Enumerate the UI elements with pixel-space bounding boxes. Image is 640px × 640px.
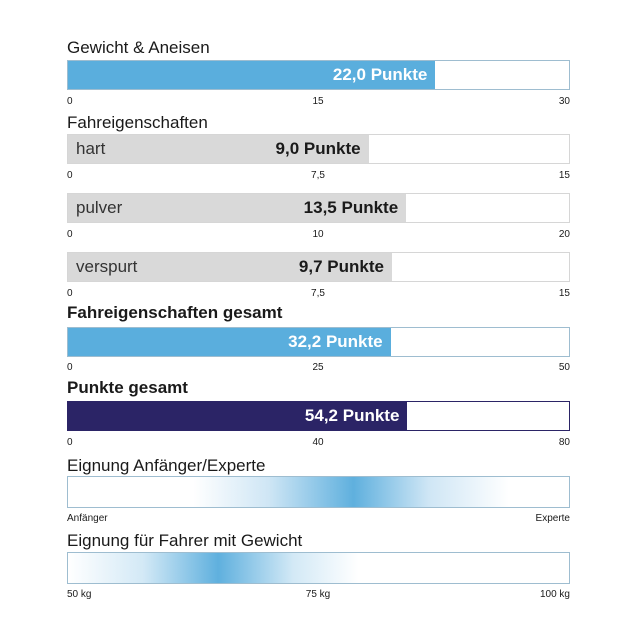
bar-track-hart xyxy=(67,134,570,164)
tick-fahreigenschaften-gesamt-min: 0 xyxy=(67,362,73,373)
tick-punkte-gesamt-mid: 40 xyxy=(312,437,324,448)
bar-value-fahreigenschaften-gesamt: 32,2 Punkte xyxy=(288,332,383,351)
bar-value-punkte-gesamt: 54,2 Punkte xyxy=(304,406,400,425)
tick-level-anfaenger: Anfänger xyxy=(67,513,108,524)
tick-pulver-max: 20 xyxy=(558,229,570,240)
gradient-scale-level xyxy=(67,476,570,508)
tick-hart-max: 15 xyxy=(558,170,570,181)
bar-track-gewicht xyxy=(67,60,570,90)
tick-verspurt-mid: 7,5 xyxy=(311,288,325,299)
tick-hart-mid: 7,5 xyxy=(311,170,325,181)
bar-value-gewicht: 22,0 Punkte xyxy=(332,65,428,84)
bar-category-hart: hart xyxy=(76,139,106,158)
tick-pulver-mid: 10 xyxy=(312,229,324,240)
bar-track-punkte-gesamt xyxy=(67,401,570,431)
tick-fahreigenschaften-gesamt-mid: 25 xyxy=(312,362,324,373)
tick-gewicht-min: 0 xyxy=(67,96,73,107)
section-title-gewicht: Gewicht & Aneisen xyxy=(67,38,210,57)
bar-value-verspurt: 9,7 Punkte xyxy=(298,257,384,276)
tick-gewicht-75kg: 75 kg xyxy=(305,589,331,600)
tick-punkte-gesamt-min: 0 xyxy=(67,437,73,448)
bar-track-pulver xyxy=(67,193,570,223)
section-title-fahreigenschaften-gesamt: Fahreigenschaften gesamt xyxy=(67,303,283,322)
tick-gewicht-100kg: 100 kg xyxy=(539,589,570,600)
section-title-eignung-level: Eignung Anfänger/Experte xyxy=(67,456,266,475)
tick-verspurt-min: 0 xyxy=(67,288,73,299)
bar-category-verspurt: verspurt xyxy=(76,257,138,276)
bar-value-pulver: 13,5 Punkte xyxy=(303,198,399,217)
bar-category-pulver: pulver xyxy=(76,198,123,217)
tick-level-experte: Experte xyxy=(535,513,570,524)
bar-track-verspurt xyxy=(67,252,570,282)
tick-verspurt-max: 15 xyxy=(558,288,570,299)
tick-gewicht-max: 30 xyxy=(558,96,570,107)
tick-punkte-gesamt-max: 80 xyxy=(558,437,570,448)
gradient-scale-gewicht xyxy=(67,552,570,584)
tick-fahreigenschaften-gesamt-max: 50 xyxy=(558,362,570,373)
tick-gewicht-50kg: 50 kg xyxy=(67,589,92,600)
bar-track-fahreigenschaften-gesamt xyxy=(67,327,570,357)
section-title-eignung-gewicht: Eignung für Fahrer mit Gewicht xyxy=(67,531,303,550)
section-title-fahreigenschaften: Fahreigenschaften xyxy=(67,113,208,132)
bar-value-hart: 9,0 Punkte xyxy=(275,139,361,158)
tick-pulver-min: 0 xyxy=(67,229,73,240)
tick-gewicht-mid: 15 xyxy=(312,96,324,107)
section-title-punkte-gesamt: Punkte gesamt xyxy=(67,378,188,397)
tick-hart-min: 0 xyxy=(67,170,73,181)
